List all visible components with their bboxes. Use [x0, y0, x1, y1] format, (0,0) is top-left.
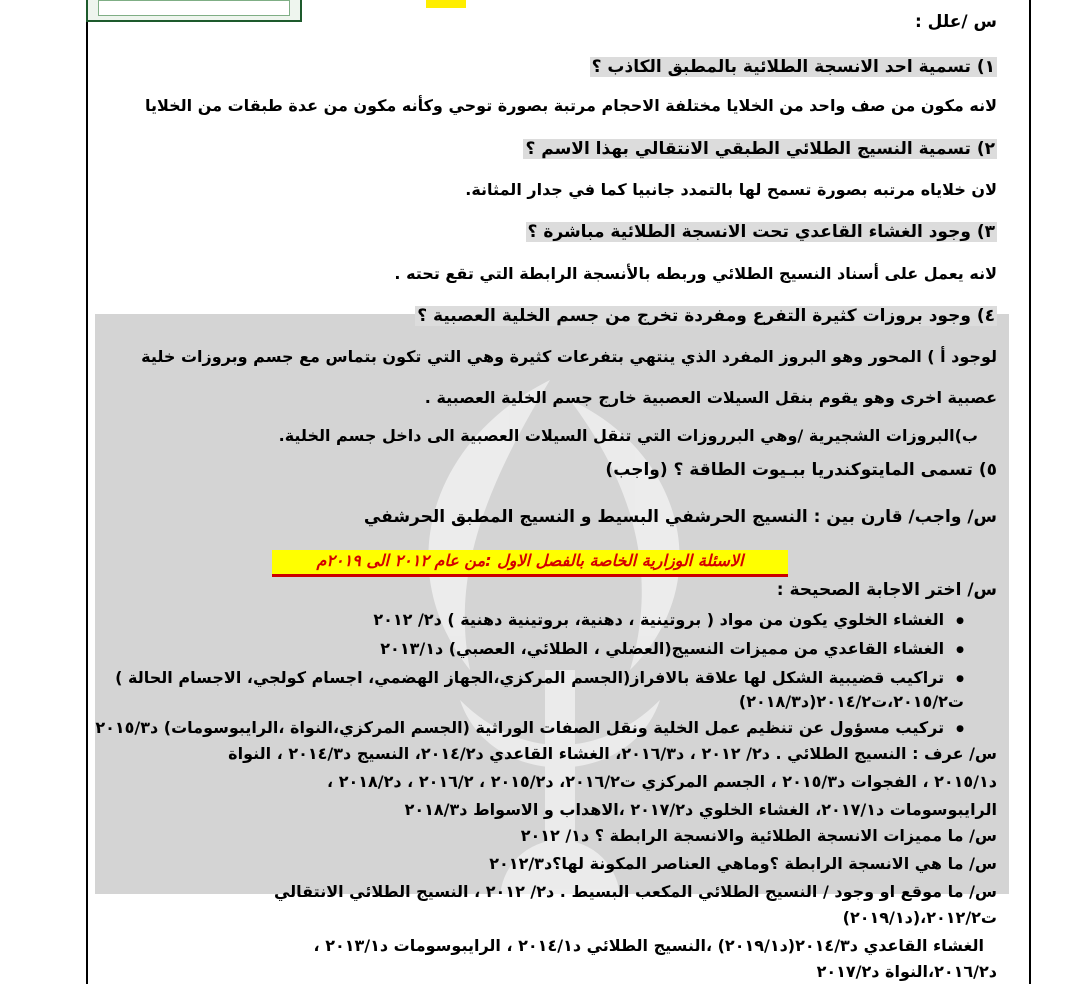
- answer-2: لان خلاياه مرتبه بصورة تسمح لها بالتمدد جانبيا كما في جدار المثانة.: [465, 180, 997, 199]
- answer-1: لانه مكون من صف واحد من الخلايا مختلفة الاحجام مرتبة بصورة توحي وكأنه مكون من عدة طبقات من الخلايا: [144, 96, 997, 115]
- homework-compare: س/ واجب/ قارن بين : النسيج الحرشفي البسيط و النسيج المطبق الحرشفي: [363, 507, 997, 527]
- answer-4b: ب)البروزات الشجيرية /وهي البرروزات التي تنقل السيلات العصبية الى داخل جسم الخلية.: [278, 426, 978, 445]
- location-question-cont-1: ت٢٠١٢/٢،(د٢٠١٩/١): [842, 908, 997, 927]
- location-question-cont-2: الغشاء القاعدي د٢٠١٤/٣(د٢٠١٩/١) ،النسيج الطلائي د٢٠١٤/١ ، الرايبوسومات د٢٠١٣/١ ،: [313, 936, 984, 955]
- answer-4a: لوجود أ ) المحور وهو البروز المفرد الذي ينتهي بتفرعات كثيرة وهي التي تكون بتماس مع جسم وبروزات خلية: [141, 347, 997, 366]
- features-question: س/ ما مميزات الانسجة الطلائية والانسجة الرابطة ؟ د١/ ٢٠١٢: [520, 826, 997, 845]
- location-question: س/ ما موقع او وجود / النسيج الطلائي المكعب البسيط . د٢/ ٢٠١٢ ، النسيج الطلائي الانتقالي: [273, 882, 997, 901]
- mcq-item-2: ● الغشاء القاعدي من مميزات النسيج(العضلي ، الطلائي، العصبي) د٢٠١٣/١: [380, 639, 964, 660]
- define-question-cont-2: الرايبوسومات د٢٠١٧/١، الغشاء الخلوي د٢٠١٧/٢ ،الاهداب و الاسواط د٢٠١٨/٣: [404, 800, 997, 819]
- page-border-right: [1029, 0, 1031, 984]
- mcq-item-1: ● الغشاء الخلوي يكون من مواد ( بروتينية ، دهنية، بروتينية دهنية ) د٢/ ٢٠١٢: [373, 610, 964, 631]
- choose-correct-heading: س/ اختر الاجابة الصحيحة :: [776, 580, 997, 600]
- ministry-questions-banner: الاسئلة الوزارية الخاصة بالفصل الاول :من عام ٢٠١٢ الى ٢٠١٩م: [272, 550, 788, 577]
- answer-4a-cont: عصبية اخرى وهو يقوم بنقل السيلات العصبية خارج جسم الخلية العصبية .: [424, 388, 997, 407]
- connective-question: س/ ما هي الانسجة الرابطة ؟وماهي العناصر المكونة لها؟د٢٠١٢/٣: [489, 854, 997, 873]
- mcq-item-3: ● تراكيب قضيبية الشكل لها علاقة بالافراز(الجسم المركزي،الجهاز الهضمي، اجسام كولجي، الاجسام الحالة ): [115, 668, 964, 689]
- question-5: ٥) تسمى المايتوكندريا ببـيوت الطاقة ؟ (واجب): [605, 460, 997, 480]
- page-border-left: [86, 0, 88, 984]
- header-frame: [86, 0, 302, 22]
- question-1: ١) تسمية احد الانسجة الطلائية بالمطبق الكاذب ؟: [591, 57, 995, 77]
- answer-3: لانه يعمل على أسناد النسيج الطلائي وربطه بالأنسجة الرابطة التي تقع تحته .: [394, 264, 997, 283]
- highlight-mark: [426, 0, 466, 8]
- mcq-item-3-cont: ت٢٠١٥/٢،ت٢٠١٤/٢(د٢٠١٨/٣): [738, 692, 964, 711]
- define-question-cont-1: د٢٠١٥/١ ، الفجوات د٢٠١٥/٣ ، الجسم المركزي ت٢٠١٦/٢، د٢٠١٥/٢ ، ٢٠١٦/٢ ، د٢٠١٨/٢ ،: [327, 772, 997, 791]
- mcq-item-4: ● تركيب مسؤول عن تنظيم عمل الخلية ونقل الصفات الوراثية (الجسم المركزي،النواة ،الرايبوسومات) د٢٠١٥/٣: [95, 718, 964, 739]
- define-question: س/ عرف : النسيج الطلائي . د٢/ ٢٠١٢ ، د٢٠١٦/٣، الغشاء القاعدي د٢٠١٤/٢، النسيج د٢٠١٤/٣ ، النواة: [228, 744, 997, 763]
- question-4: ٤) وجود بروزات كثيرة التفرع ومفردة تخرج من جسم الخلية العصبية ؟: [417, 306, 995, 326]
- question-header: س /علل :: [914, 12, 997, 32]
- question-3: ٣) وجود الغشاء القاعدي تحت الانسجة الطلائية مباشرة ؟: [527, 222, 995, 242]
- question-2: ٢) تسمية النسيج الطلائي الطبقي الانتقالي بهذا الاسم ؟: [525, 139, 995, 159]
- location-question-cont-3: د٢٠١٦/٢،النواة د٢٠١٧/٢: [816, 962, 997, 981]
